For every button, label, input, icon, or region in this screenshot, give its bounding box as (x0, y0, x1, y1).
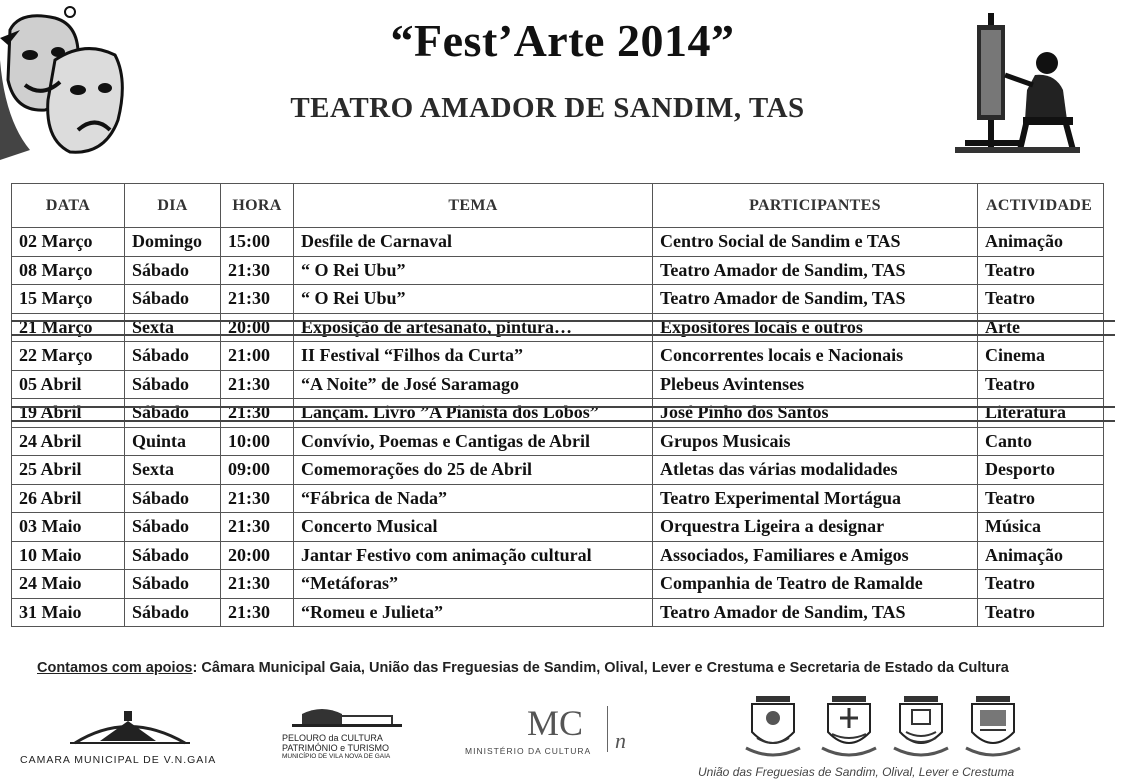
coat-of-arms-icon (818, 688, 880, 768)
row-actividade: Animação (978, 228, 1104, 257)
pelouro-line1: PELOURO da CULTURA (282, 733, 383, 743)
row-hour: 20:00 (221, 313, 294, 342)
table-row (12, 342, 1104, 371)
table-row (12, 285, 1104, 314)
row-actividade: Literatura (978, 399, 1104, 428)
row-date: 03 Maio (12, 513, 125, 542)
table-row (12, 313, 1104, 342)
coat-of-arms-icon (890, 688, 952, 768)
page-subtitle: TEATRO AMADOR DE SANDIM, TAS (290, 92, 805, 124)
table-row (12, 256, 1104, 285)
schedule-table (11, 183, 1104, 627)
support-lead: Contamos com apoios (37, 660, 193, 676)
row-participantes: Expositores locais e outros (653, 313, 978, 342)
row-hour: 21:30 (221, 370, 294, 399)
support-text: : Câmara Municipal Gaia, União das Freguesias de Sandim, Olival, Lever e Crestuma e Secretaria de Estado da Cultura (192, 660, 1009, 676)
table-row (12, 570, 1104, 599)
pelouro-line2: PATRIMÓNIO e TURISMO (282, 743, 390, 753)
row-date: 21 Março (12, 313, 125, 342)
row-tema: Comemorações do 25 de Abril (294, 456, 653, 485)
row-date: 05 Abril (12, 370, 125, 399)
row-actividade: Teatro (978, 256, 1104, 285)
coat-of-arms-icon (742, 688, 804, 768)
support-line (37, 660, 1009, 676)
freguesias-crests (742, 688, 1032, 774)
row-tema: “A Noite” de José Saramago (294, 370, 653, 399)
row-date: 24 Abril (12, 427, 125, 456)
row-day: Sábado (125, 342, 221, 371)
ministerio-divider (607, 706, 608, 752)
ministerio-cultura-logo (465, 702, 665, 762)
row-day: Sábado (125, 285, 221, 314)
row-day: Sábado (125, 570, 221, 599)
town-hall-icon (20, 705, 235, 747)
table-row (12, 370, 1104, 399)
row-day: Sábado (125, 370, 221, 399)
column-header-participantes: PARTICIPANTES (653, 184, 978, 228)
table-row (12, 456, 1104, 485)
row-actividade: Música (978, 513, 1104, 542)
row-hour: 15:00 (221, 228, 294, 257)
row-date: 26 Abril (12, 484, 125, 513)
pelouro-cultura-logo (282, 702, 452, 768)
row-tema: Concerto Musical (294, 513, 653, 542)
camara-municipal-logo (20, 705, 235, 765)
row-participantes: Teatro Amador de Sandim, TAS (653, 256, 978, 285)
row-tema: “Romeu e Julieta” (294, 598, 653, 627)
row-hour: 09:00 (221, 456, 294, 485)
row-hour: 21:30 (221, 399, 294, 428)
row-actividade: Teatro (978, 285, 1104, 314)
row-tema: II Festival “Filhos da Curta” (294, 342, 653, 371)
row-day: Sábado (125, 541, 221, 570)
column-header-data: DATA (12, 184, 125, 228)
row-participantes: Concorrentes locais e Nacionais (653, 342, 978, 371)
row-participantes: Centro Social de Sandim e TAS (653, 228, 978, 257)
row-tema: Exposição de artesanato, pintura… (294, 313, 653, 342)
column-header-actividade: ACTIVIDADE (978, 184, 1104, 228)
row-participantes: Teatro Experimental Mortágua (653, 484, 978, 513)
row-hour: 10:00 (221, 427, 294, 456)
row-tema: Desfile de Carnaval (294, 228, 653, 257)
row-day: Domingo (125, 228, 221, 257)
column-header-dia: DIA (125, 184, 221, 228)
row-date: 08 Março (12, 256, 125, 285)
row-day: Sábado (125, 399, 221, 428)
row-actividade: Canto (978, 427, 1104, 456)
row-tema: Jantar Festivo com animação cultural (294, 541, 653, 570)
row-tema: “ O Rei Ubu” (294, 256, 653, 285)
table-row (12, 427, 1104, 456)
row-date: 31 Maio (12, 598, 125, 627)
row-date: 24 Maio (12, 570, 125, 599)
row-date: 19 Abril (12, 399, 125, 428)
row-hour: 21:30 (221, 570, 294, 599)
monastery-icon (282, 702, 452, 728)
ministerio-flourish: n (615, 728, 626, 753)
row-participantes: Companhia de Teatro de Ramalde (653, 570, 978, 599)
row-participantes: Teatro Amador de Sandim, TAS (653, 285, 978, 314)
row-hour: 21:30 (221, 256, 294, 285)
row-day: Sábado (125, 256, 221, 285)
row-day: Sexta (125, 456, 221, 485)
ministerio-text: MINISTÉRIO DA CULTURA (465, 746, 592, 756)
row-hour: 21:30 (221, 484, 294, 513)
row-tema: Lançam. Livro ”A Pianista dos Lobos” (294, 399, 653, 428)
pelouro-line3: MUNICÍPIO DE VILA NOVA DE GAIA (282, 753, 391, 760)
row-tema: “ O Rei Ubu” (294, 285, 653, 314)
row-day: Quinta (125, 427, 221, 456)
row-actividade: Arte (978, 313, 1104, 342)
camara-logo-text: CAMARA MUNICIPAL DE V.N.GAIA (20, 754, 217, 766)
row-tema: “Fábrica de Nada” (294, 484, 653, 513)
row-date: 10 Maio (12, 541, 125, 570)
row-day: Sexta (125, 313, 221, 342)
row-hour: 20:00 (221, 541, 294, 570)
ministerio-mark: MC (527, 703, 584, 743)
row-tema: Convívio, Poemas e Cantigas de Abril (294, 427, 653, 456)
row-hour: 21:00 (221, 342, 294, 371)
row-actividade: Teatro (978, 570, 1104, 599)
row-actividade: Teatro (978, 370, 1104, 399)
row-hour: 21:30 (221, 285, 294, 314)
table-row (12, 228, 1104, 257)
table-row (12, 598, 1104, 627)
row-day: Sábado (125, 513, 221, 542)
column-header-tema: TEMA (294, 184, 653, 228)
page-title: “Fest’Arte 2014” (390, 15, 735, 66)
row-actividade: Teatro (978, 484, 1104, 513)
uniao-caption: União das Freguesias de Sandim, Olival, Lever e Crestuma (698, 765, 1015, 779)
row-day: Sábado (125, 484, 221, 513)
row-participantes: Grupos Musicais (653, 427, 978, 456)
row-day: Sábado (125, 598, 221, 627)
row-hour: 21:30 (221, 513, 294, 542)
table-row (12, 484, 1104, 513)
table-row (12, 513, 1104, 542)
row-participantes: Teatro Amador de Sandim, TAS (653, 598, 978, 627)
row-actividade: Desporto (978, 456, 1104, 485)
row-participantes: José Pinho dos Santos (653, 399, 978, 428)
row-actividade: Teatro (978, 598, 1104, 627)
row-participantes: Plebeus Avintenses (653, 370, 978, 399)
table-row (12, 399, 1104, 428)
table-row (12, 541, 1104, 570)
table-header-row (12, 184, 1104, 228)
coat-of-arms-icon (962, 688, 1024, 768)
row-actividade: Animação (978, 541, 1104, 570)
row-date: 02 Março (12, 228, 125, 257)
row-participantes: Orquestra Ligeira a designar (653, 513, 978, 542)
row-participantes: Atletas das várias modalidades (653, 456, 978, 485)
row-date: 25 Abril (12, 456, 125, 485)
row-date: 15 Março (12, 285, 125, 314)
row-date: 22 Março (12, 342, 125, 371)
row-actividade: Cinema (978, 342, 1104, 371)
column-header-hora: HORA (221, 184, 294, 228)
row-hour: 21:30 (221, 598, 294, 627)
row-participantes: Associados, Familiares e Amigos (653, 541, 978, 570)
row-tema: “Metáforas” (294, 570, 653, 599)
